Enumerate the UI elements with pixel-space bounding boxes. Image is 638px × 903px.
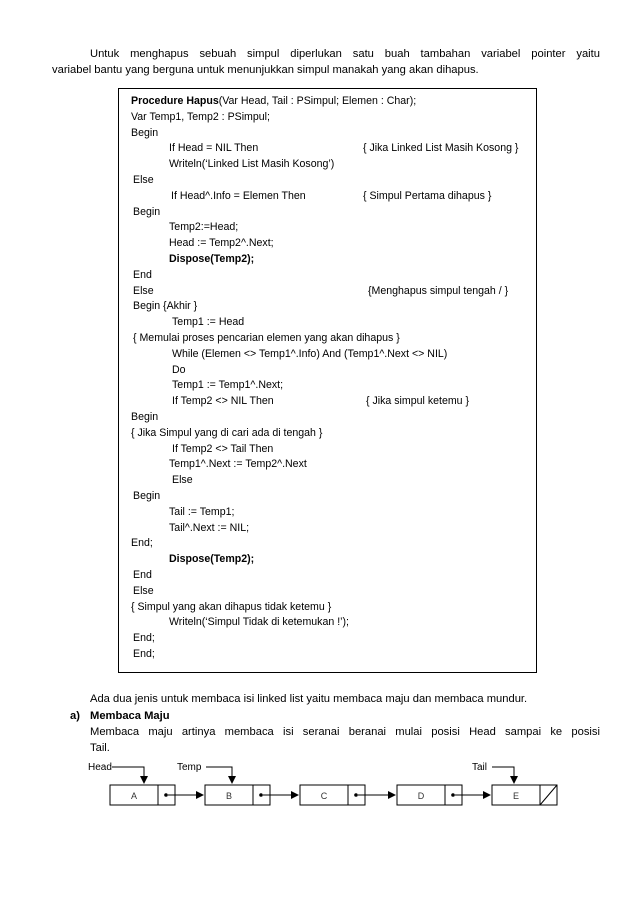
- item-marker: a): [70, 710, 80, 722]
- code-line: Begin: [133, 490, 161, 502]
- node-label: C: [320, 791, 328, 801]
- code-line: Writeln(‘Linked List Masih Kosong’): [169, 158, 335, 170]
- code-line: Do: [172, 364, 186, 376]
- intro-line-1: Untuk menghapus sebuah simpul diperlukan satu buah tambahan variabel pointer yaitu: [90, 48, 600, 60]
- code-line: Temp1^.Next := Temp2^.Next: [169, 458, 307, 470]
- code-comment: { Simpul yang akan dihapus tidak ketemu }: [131, 601, 332, 613]
- node-label: B: [225, 791, 233, 801]
- code-comment: { Jika Simpul yang di cari ada di tengah }: [131, 427, 323, 439]
- code-line: End;: [133, 648, 155, 660]
- code-line: Tail := Temp1;: [169, 506, 235, 518]
- list-node: [205, 785, 270, 805]
- code-line: If Temp2 <> Tail Then: [172, 443, 274, 455]
- head-pointer-arrow: [112, 767, 144, 783]
- code-line: If Head^.Info = Elemen Then: [171, 190, 306, 202]
- head-label: Head: [88, 762, 112, 773]
- code-line: Else: [133, 174, 154, 186]
- code-line: Begin {Akhir }: [133, 300, 198, 312]
- temp-label: Temp: [177, 762, 202, 773]
- node-label: A: [130, 791, 138, 801]
- code-comment: { Jika Linked List Masih Kosong }: [363, 142, 519, 154]
- code-comment: {Menghapus simpul tengah / }: [368, 285, 509, 297]
- code-line: Dispose(Temp2);: [169, 553, 255, 565]
- code-line: Temp1 := Head: [172, 316, 245, 328]
- code-line: Head := Temp2^.Next;: [169, 237, 274, 249]
- list-node: [300, 785, 365, 805]
- list-node: [110, 785, 175, 805]
- linked-list-diagram: [0, 755, 638, 815]
- code-comment: { Memulai proses pencarian elemen yang akan dihapus }: [133, 332, 400, 344]
- code-line: Begin: [131, 411, 159, 423]
- code-line: Else: [172, 474, 193, 486]
- node-label: D: [417, 791, 425, 801]
- code-line: Temp1 := Temp1^.Next;: [172, 379, 284, 391]
- code-line: If Temp2 <> NIL Then: [172, 395, 274, 407]
- temp-pointer-arrow: [206, 767, 232, 783]
- code-line: End: [133, 269, 152, 281]
- code-line: Begin: [133, 206, 161, 218]
- code-line: While (Elemen <> Temp1^.Info) And (Temp1^.Next <> NIL): [172, 348, 448, 360]
- code-line-procedure: Procedure Hapus(Var Head, Tail : PSimpul; Elemen : Char);: [131, 95, 417, 107]
- intro-line-2: variabel bantu yang berguna untuk menunjukkan simpul manakah yang akan dihapus.: [52, 64, 479, 76]
- code-line: End;: [131, 537, 153, 549]
- code-line: Tail^.Next := NIL;: [169, 522, 250, 534]
- code-line: If Head = NIL Then: [169, 142, 259, 154]
- code-comment: { Simpul Pertama dihapus }: [363, 190, 492, 202]
- tail-pointer-arrow: [492, 767, 514, 783]
- node-label: E: [512, 791, 520, 801]
- code-line: Writeln(‘Simpul Tidak di ketemukan !’);: [169, 616, 349, 628]
- code-line: Else: [133, 285, 154, 297]
- code-line: Begin: [131, 127, 159, 139]
- item-desc-line-1: Membaca maju artinya membaca isi seranai beranai mulai posisi Head sampai ke posisi: [90, 726, 600, 738]
- item-title: Membaca Maju: [90, 710, 170, 722]
- code-line: Else: [133, 585, 154, 597]
- code-line: Dispose(Temp2);: [169, 253, 255, 265]
- list-node: [397, 785, 462, 805]
- code-line: Var Temp1, Temp2 : PSimpul;: [131, 111, 270, 123]
- code-line: End: [133, 569, 152, 581]
- code-line: End;: [133, 632, 155, 644]
- code-comment: { Jika simpul ketemu }: [366, 395, 470, 407]
- list-node: [492, 785, 557, 805]
- item-desc-line-2: Tail.: [90, 742, 110, 754]
- code-line: Temp2:=Head;: [169, 221, 239, 233]
- after-line-1: Ada dua jenis untuk membaca isi linked list yaitu membaca maju dan membaca mundur.: [90, 693, 528, 705]
- tail-label: Tail: [472, 762, 488, 773]
